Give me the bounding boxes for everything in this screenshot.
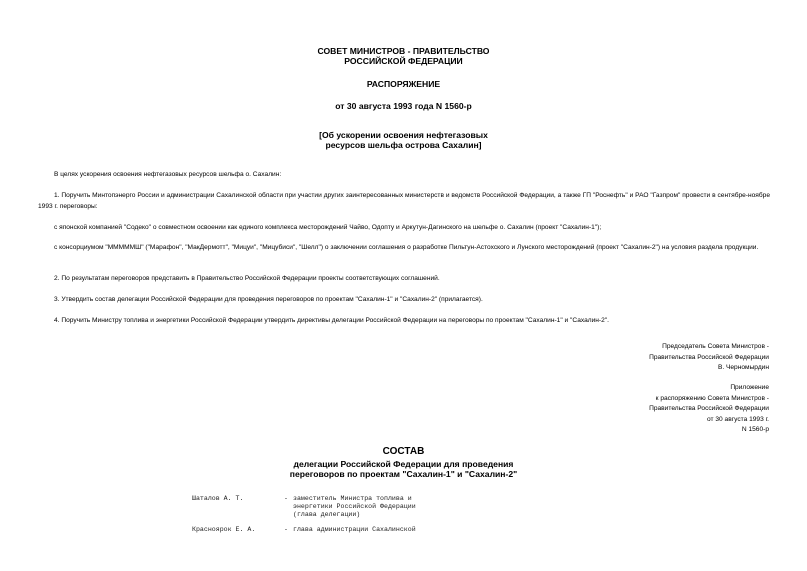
paragraph-1: 1. Поручить Минтопэнерго России и администрации Сахалинской области при участии других заинтересованных министерств и ведомств Российской Федерации, а также ГП "Роснефть" и РАО "Газпром" провести в сентябре-ноябре 1993 г. переговоры: xyxy=(38,192,770,211)
appendix-block xyxy=(509,383,769,436)
member-name: Красноярок Е. А. xyxy=(192,526,256,533)
signature-name: В. Черномырдин xyxy=(717,364,769,372)
appendix-line-2: к распоряжению Совета Министров - xyxy=(655,394,769,402)
member-dash: - xyxy=(284,526,288,533)
paragraph-1b: с консорциумом "МММММШ" ("Марафон", "МакДермотт", "Мицуи", "Мицубиси", "Шелл") о заключении соглашения о разработке Пильтун-Астохского и Лунского месторождений (проект "Сахалин-2") на условия раздела продукции. xyxy=(54,244,759,251)
member-name: Шаталов А. Т. xyxy=(192,495,244,502)
document-title-line-1: [Об ускорении освоения нефтегазовых xyxy=(319,130,488,140)
paragraph-intro: В целях ускорения освоения нефтегазовых ресурсов шельфа о. Сахалин: xyxy=(54,171,282,178)
appendix-line-3: Правительства Российской Федерации xyxy=(649,405,769,413)
header-line-1: СОВЕТ МИНИСТРОВ - ПРАВИТЕЛЬСТВО xyxy=(317,46,490,56)
composition-subtitle-1: делегации Российской Федерации для проведения xyxy=(293,459,514,469)
paragraph-3: 3. Утвердить состав делегации Российской Федерации для проведения переговоров по проектам "Сахалин-1" и "Сахалин-2" (прилагается). xyxy=(54,296,483,303)
member-role-line: (глава делегации) xyxy=(293,511,361,518)
composition-title: СОСТАВ xyxy=(382,446,425,457)
signature-line-1: Председатель Совета Министров - xyxy=(662,343,769,350)
member-role-line: энергетики Российской Федерации xyxy=(293,503,416,510)
header-line-2: РОССИЙСКОЙ ФЕДЕРАЦИИ xyxy=(344,56,463,66)
document-date-number: от 30 августа 1993 года N 1560-р xyxy=(335,101,472,111)
composition-subtitle-2: переговоров по проектам "Сахалин-1" и "Сахалин-2" xyxy=(289,469,518,479)
member-role-line: глава администрации Сахалинской xyxy=(293,526,416,533)
member-dash: - xyxy=(284,495,288,502)
signature-block xyxy=(509,342,769,374)
appendix-line-5: N 1560-р xyxy=(741,426,769,434)
appendix-line-1: Приложение xyxy=(730,384,769,391)
document-title-line-2: ресурсов шельфа острова Сахалин] xyxy=(325,140,482,150)
paragraph-2: 2. По результатам переговоров представить в Правительство Российской Федерации проекты соответствующих соглашений. xyxy=(54,275,440,282)
appendix-line-4: от 30 августа 1993 г. xyxy=(706,415,769,423)
signature-line-2: Правительства Российской Федерации xyxy=(649,353,769,361)
document-type: РАСПОРЯЖЕНИЕ xyxy=(366,79,441,89)
paragraph-4: 4. Поручить Министру топлива и энергетики Российской Федерации утвердить директивы делегации Российской Федерации на переговоры по проектам "Сахалин-1" и "Сахалин-2". xyxy=(54,317,609,324)
member-role-line: заместитель Министра топлива и xyxy=(293,495,412,502)
paragraph-1a: с японской компанией "Содеко" о совместном освоении как единого комплекса месторождений Чайво, Одопту и Аркутун-Дагинского на шельфе о. Сахалин (проект "Сахалин-1"); xyxy=(54,224,602,231)
